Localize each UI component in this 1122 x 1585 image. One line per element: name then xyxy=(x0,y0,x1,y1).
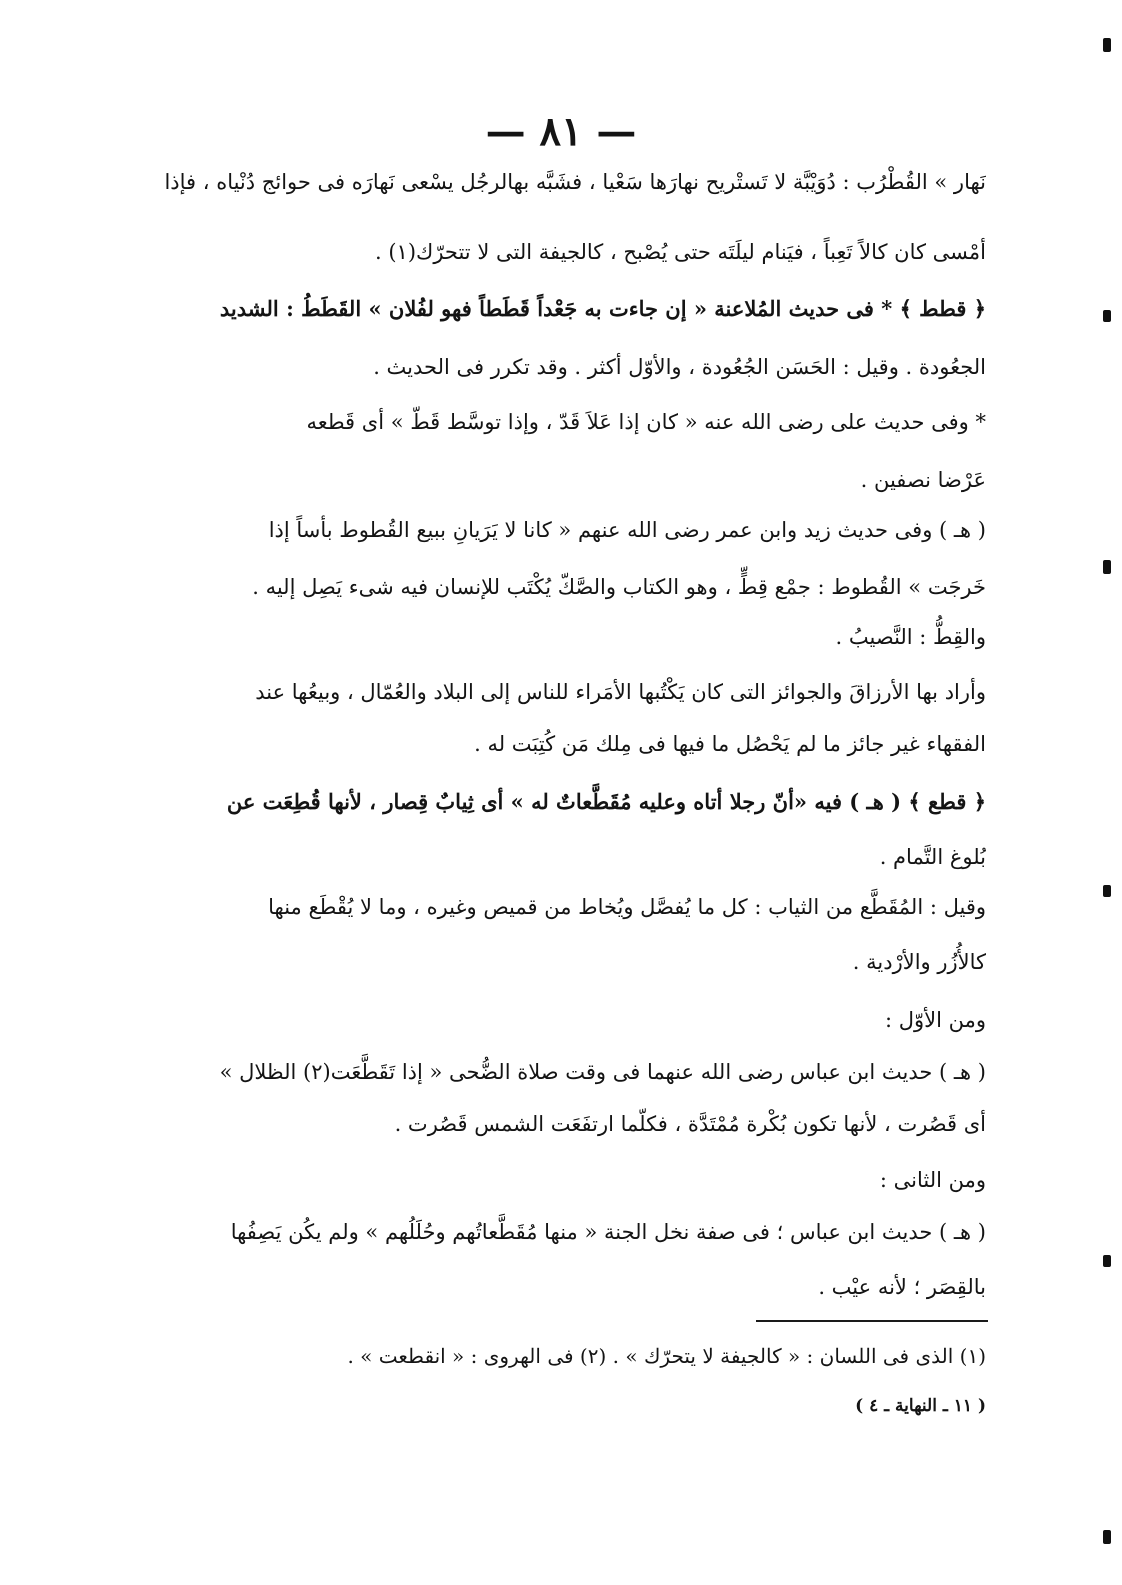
margin-mark xyxy=(1103,1530,1111,1544)
printer-signature: ( ١١ ـ النهاية ـ ٤ ) xyxy=(855,1396,986,1416)
text-line: ومن الثانى : xyxy=(879,1168,986,1192)
margin-mark xyxy=(1103,38,1111,52)
text-line: نَهار » القُطْرُب : دُوَيْبَّة لا تَستْريح نهارَها سَعْيا ، فشَبَّه بهالرجُل يسْعى نَهارَه فى حوائج دُنْياه ، فإذا xyxy=(164,170,986,194)
text-line: بُلوغ التَّمام . xyxy=(879,845,986,869)
entry-heading-qt: ﴿ قطع ﴾ ( هـ ) فيه «أنّ رجلا أتاه وعليه مُقَطَّعاتٌ له » أى ثِيابٌ قِصار ، لأنها قُطِعَت عن xyxy=(226,789,986,814)
text-line: وقيل : المُقَطَّع من الثياب : كل ما يُفصَّل ويُخاط من قميص وغيره ، وما لا يُقْطَع منها xyxy=(268,895,986,919)
margin-mark xyxy=(1103,885,1111,897)
page-number: — ٨١ — xyxy=(485,108,637,155)
entry-heading-qtt: ﴿ قطط ﴾ * فى حديث المُلاعنة « إن جاءت به جَعْداً قَطَطاً فهو لفُلان » القَطَطُ : الشديد xyxy=(219,296,986,321)
margin-mark xyxy=(1103,1255,1111,1267)
text-line: ( هـ ) حديث ابن عباس ؛ فى صفة نخل الجنة « منها مُقَطَّعاتُهم وحُلَلُهم » ولم يكُن يَصِفُها xyxy=(230,1220,986,1244)
text-line: ( هـ ) وفى حديث زيد وابن عمر رضى الله عنهم « كانا لا يَرَيانِ ببيع القُطوط بأساً إذا xyxy=(268,518,986,542)
text-line: وأراد بها الأرزاقَ والجوائز التى كان يَكْتُبها الأمَراء للناس إلى البلاد والعُمّال ، وبيعُها عند xyxy=(255,680,986,704)
text-line: * وفى حديث على رضى الله عنه « كان إذا عَلاَ قَدّ ، وإذا توسَّط قَطّ » أى قَطعه xyxy=(306,410,986,434)
margin-mark xyxy=(1103,310,1111,322)
text-line: أى قَصُرت ، لأنها تكون بُكْرة مُمْتَدَّة ، فكلّما ارتفَعَت الشمس قَصُرت . xyxy=(394,1112,986,1136)
text-line: الجعُودة . وقيل : الحَسَن الجُعُودة ، والأوّل أكثر . وقد تكرر فى الحديث . xyxy=(373,355,986,379)
text-line: والقِطُّ : النَّصيبُ . xyxy=(835,625,986,649)
text-line: خَرجَت » القُطوط : جمْع قِطٍّ ، وهو الكتاب والصَّكّ يُكْتَب للإنسان فيه شىء يَصِل إليه . xyxy=(252,575,986,599)
text-line: بالقِصَر ؛ لأنه عيْب . xyxy=(818,1275,986,1299)
footnote-divider xyxy=(756,1320,988,1322)
text-line: ومن الأوّل : xyxy=(884,1008,986,1032)
text-line: الفقهاء غير جائز ما لم يَحْصُل ما فيها فى مِلك مَن كُتِبَت له . xyxy=(474,732,986,756)
text-line: أمْسى كان كالاً تَعِباً ، فيَنام ليلَتَه حتى يُصْبح ، كالجيفة التى لا تتحرّك(١) . xyxy=(375,240,986,264)
footnotes: (١) الذى فى اللسان : « كالجيفة لا يتحرّك » . (٢) فى الهروى : « انقطعت » . xyxy=(347,1344,986,1368)
text-line: عَرْضا نصفين . xyxy=(860,468,986,492)
text-line: ( هـ ) حديث ابن عباس رضى الله عنهما فى وقت صلاة الضُّحى « إذا تَقَطَّعَت(٢) الظلال » xyxy=(219,1060,986,1084)
margin-mark xyxy=(1103,560,1111,574)
text-line: كالأُزُر والأرْدية . xyxy=(852,950,986,974)
